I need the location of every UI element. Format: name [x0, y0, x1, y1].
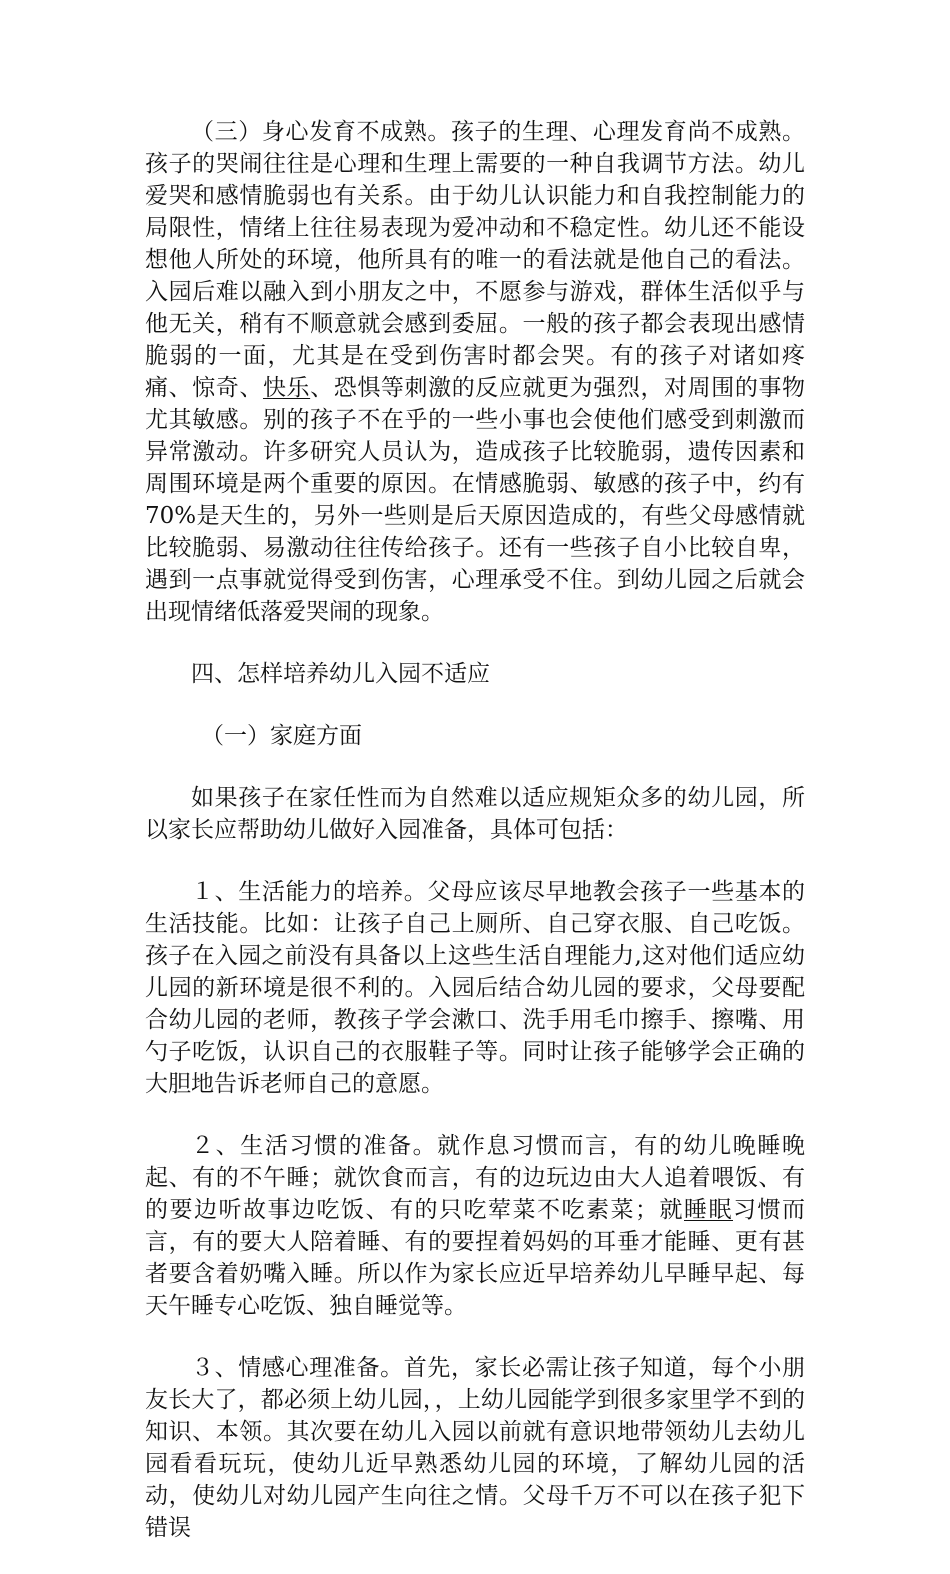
- paragraph-emotional-development: [145, 116, 805, 628]
- paragraph-family-intro: 如果孩子在家任性而为自然难以适应规矩众多的幼儿园，所以家长应帮助幼儿做好入园准备，具体可包括：: [145, 785, 805, 843]
- paragraph-text: 习惯而言，有的要大人陪着睡、有的要捏着妈妈的耳垂才能睡、更有甚者要含着奶嘴入睡。所以作为家长应近早培养幼儿早睡早起、每天午睡专心吃饭、独自睡觉等。: [145, 1197, 805, 1319]
- link-happiness[interactable]: 快乐: [262, 375, 311, 401]
- link-sleep[interactable]: 睡眠: [684, 1197, 733, 1223]
- paragraph-life-habits: [145, 1130, 805, 1322]
- subsection-heading: （一）家庭方面: [201, 723, 362, 749]
- document-page: [145, 116, 805, 1574]
- paragraph-text: （三）身心发育不成熟。孩子的生理、心理发育尚不成熟。孩子的哭闹往往是心理和生理上需要的一种自我调节方法。幼儿爱哭和感情脆弱也有关系。由于幼儿认识能力和自我控制能力的局限性，情绪上往往易表现为爱冲动和不稳定性。幼儿还不能设想他人所处的环境，他所具有的唯一的看法就是他自己的看法。入园后难以融入到小朋友之中，不愿参与游戏，群体生活似乎与他无关，稍有不顺意就会感到委屈。一般的孩子都会表现出感情脆弱的一面，尤其是在受到伤害时都会哭。有的孩子对诸如疼痛、惊奇、: [145, 119, 805, 401]
- section-heading: 四、怎样培养幼儿入园不适应: [191, 661, 490, 687]
- paragraph-emotional-preparation: ３、情感心理准备。首先，家长必需让孩子知道，每个小朋友长大了，都必须上幼儿园，，上幼儿园能学到很多家里学不到的知识、本领。其次要在幼儿入园以前就有意识地带领幼儿去幼儿园看看玩玩，使幼儿近早熟悉幼儿园的环境，了解幼儿园的活动，使幼儿对幼儿园产生向往之情。父母千万不可以在孩子犯下错误: [145, 1355, 805, 1541]
- paragraph-text: ２、生活习惯的准备。就作息习惯而言，有的幼儿晚睡晚起、有的不午睡；就饮食而言，有的边玩边由大人追着喂饭、有的要边听故事边吃饭、有的只吃荤菜不吃素菜；就: [145, 1133, 805, 1223]
- paragraph-text: 、恐惧等刺激的反应就更为强烈，对周围的事物尤其敏感。别的孩子不在乎的一些小事也会使他们感受到刺激而异常激动。许多研究人员认为，造成孩子比较脆弱，遗传因素和周围环境是两个重要的原因。在情感脆弱、敏感的孩子中，约有 70%是天生的，另外一些则是后天原因造成的，有些父母感情就比较脆弱、易激动往往传给孩子。还有一些孩子自小比较自卑，遇到一点事就觉得受到伤害，心理承受不住。到幼儿园之后就会出现情绪低落爱哭闹的现象。: [145, 375, 806, 625]
- paragraph-life-skills: １、生活能力的培养。父母应该尽早地教会孩子一些基本的生活技能。比如：让孩子自己上厕所、自己穿衣服、自己吃饭。孩子在入园之前没有具备以上这些生活自理能力,这对他们适应幼儿园的新环境是很不利的。入园后结合幼儿园的要求，父母要配合幼儿园的老师，教孩子学会漱口、洗手用毛巾擦手、擦嘴、用勺子吃饭，认识自己的衣服鞋子等。同时让孩子能够学会正确的大胆地告诉老师自己的意愿。: [145, 879, 805, 1097]
